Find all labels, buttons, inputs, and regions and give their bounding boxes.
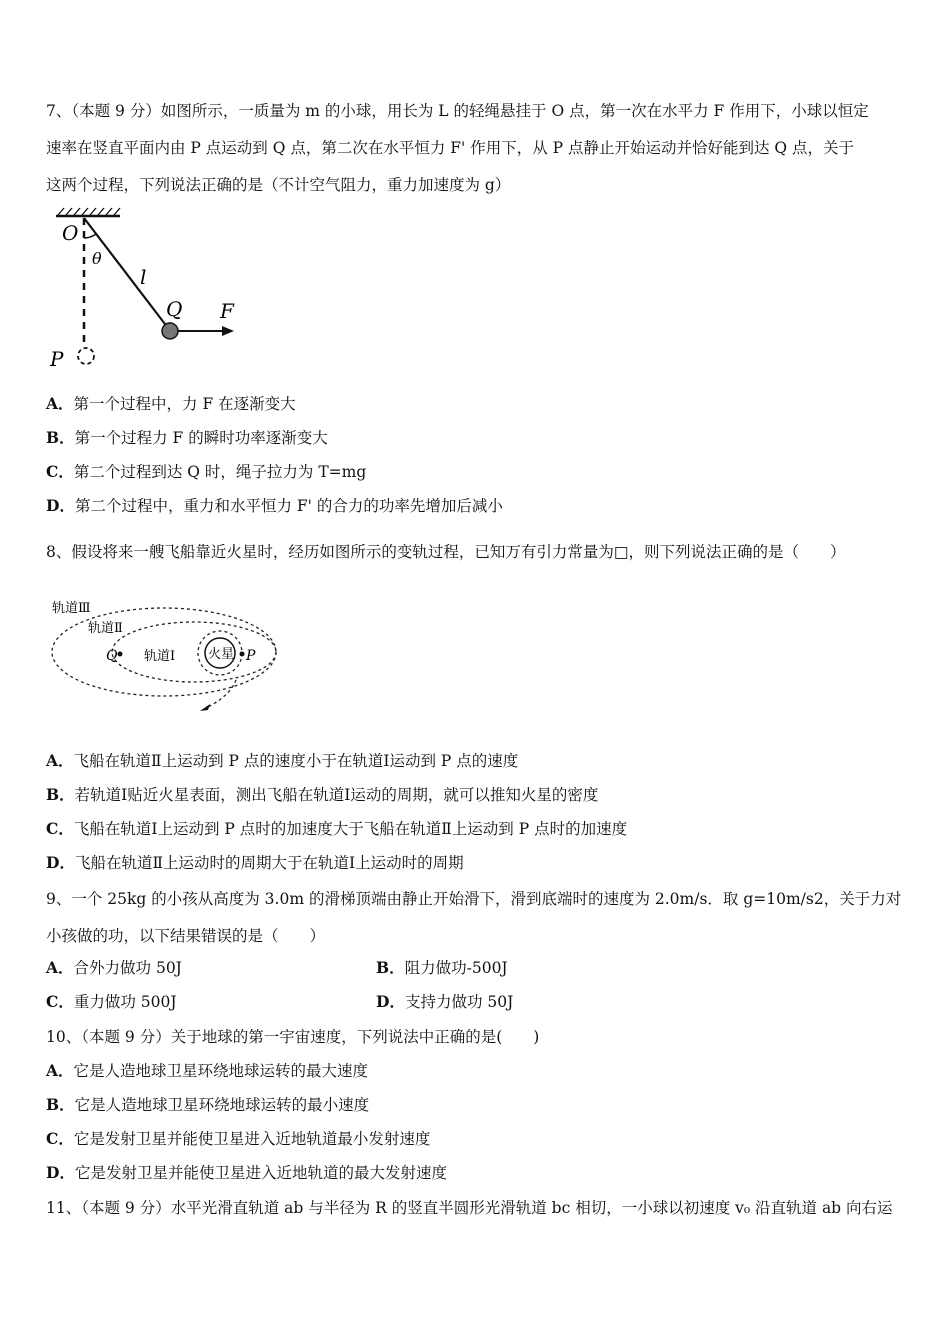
q9-option-d-text: 支持力做功 50J — [404, 993, 514, 1011]
q8-option-b-text: 若轨道Ⅰ贴近火星表面，测出飞船在轨道Ⅰ运动的周期，就可以推知火星的密度 — [74, 786, 599, 804]
q7-line-2: 速率在竖直平面内由 P 点运动到 Q 点，第二次在水平恒力 F' 作用下，从 P 点静止开始运动并恰好能到达 Q 点，关于 — [46, 139, 855, 157]
question-7 — [46, 93, 908, 204]
q10-option-b-text: 它是人造地球卫星环绕地球运转的最小速度 — [74, 1096, 370, 1114]
q10-option-c[interactable] — [46, 1122, 430, 1156]
q10-option-d[interactable] — [46, 1156, 447, 1190]
q8-option-c-text: 飞船在轨道Ⅰ上运动到 P 点时的加速度大于飞船在轨道Ⅱ上运动到 P 点时的加速度 — [73, 820, 628, 838]
q8-option-c-letter: C． — [46, 819, 74, 838]
label-P: P — [50, 347, 64, 371]
q8-option-a[interactable] — [46, 744, 518, 778]
q10-option-d-text: 它是发射卫星并能使卫星进入近地轨道的最大发射速度 — [74, 1164, 447, 1182]
q9-option-b-text: 阻力做功-500J — [404, 959, 508, 977]
question-9 — [46, 881, 908, 955]
label-l: l — [140, 265, 147, 289]
label-orbit-3: 轨道Ⅲ — [52, 601, 91, 616]
q9-option-c-text: 重力做功 500J — [73, 993, 177, 1011]
q7-option-a[interactable] — [46, 387, 296, 421]
q10-option-a-letter: A． — [46, 1061, 74, 1080]
q7-line-1: 7、（本题 9 分）如图所示，一质量为 m 的小球，用长为 L 的轻绳悬挂于 O 点，第一次在水平力 F 作用下，小球以恒定 — [46, 102, 869, 120]
q7-option-a-letter: A． — [46, 394, 74, 413]
q9-line-1: 9、一个 25kg 的小孩从高度为 3.0m 的滑梯顶端由静止开始滑下，滑到底端时的速度为 2.0m/s．取 g=10m/s2，关于力对 — [46, 890, 902, 908]
q7-option-d-text: 第二个过程中，重力和水平恒力 F' 的合力的功率先增加后减小 — [74, 497, 503, 515]
q9-option-a-text: 合外力做功 50J — [73, 959, 182, 977]
label-orbit-P: P — [246, 648, 256, 664]
label-F: F — [220, 299, 234, 323]
q10-option-b[interactable] — [46, 1088, 369, 1122]
q7-option-d[interactable] — [46, 489, 503, 523]
q8-option-a-letter: A． — [46, 751, 74, 770]
q9-option-d-letter: D． — [376, 992, 405, 1011]
label-orbit-2: 轨道Ⅱ — [88, 621, 123, 636]
q10-option-d-letter: D． — [46, 1163, 75, 1182]
question-10 — [46, 1019, 908, 1056]
q10-option-a-text: 它是人造地球卫星环绕地球运转的最大速度 — [73, 1062, 369, 1080]
label-theta: θ — [92, 249, 102, 268]
q8-option-b-letter: B． — [46, 785, 75, 804]
q9-option-c[interactable] — [46, 985, 177, 1019]
orbit-figure — [48, 592, 288, 718]
q7-option-d-letter: D． — [46, 496, 75, 515]
question-11 — [46, 1190, 908, 1227]
label-mars: 火星 — [208, 647, 235, 662]
q9-option-a-letter: A． — [46, 958, 74, 977]
q10-option-c-letter: C． — [46, 1129, 74, 1148]
q10-line-1: 10、（本题 9 分）关于地球的第一宇宙速度，下列说法中正确的是( ) — [46, 1028, 540, 1046]
q7-option-c-text: 第二个过程到达 Q 时，绳子拉力为 T=mg — [73, 463, 367, 481]
q7-option-a-text: 第一个过程中，力 F 在逐渐变大 — [73, 395, 296, 413]
q9-option-a[interactable] — [46, 951, 182, 985]
q8-option-d-letter: D． — [46, 853, 75, 872]
label-Q: Q — [166, 297, 183, 321]
q8-option-b[interactable] — [46, 778, 598, 812]
q7-option-b-letter: B． — [46, 428, 75, 447]
q8-option-a-text: 飞船在轨道Ⅱ上运动到 P 点的速度小于在轨道Ⅰ运动到 P 点的速度 — [73, 752, 519, 770]
q8-option-d-text: 飞船在轨道Ⅱ上运动时的周期大于在轨道Ⅰ上运动时的周期 — [74, 854, 464, 872]
q7-line-3: 这两个过程，下列说法正确的是（不计空气阻力，重力加速度为 g） — [46, 176, 511, 194]
q7-option-b[interactable] — [46, 421, 328, 455]
q10-option-c-text: 它是发射卫星并能使卫星进入近地轨道最小发射速度 — [73, 1130, 431, 1148]
q10-option-a[interactable] — [46, 1054, 368, 1088]
q8-option-d[interactable] — [46, 846, 464, 880]
q8-option-c[interactable] — [46, 812, 627, 846]
q7-option-b-text: 第一个过程力 F 的瞬时功率逐渐变大 — [74, 429, 328, 447]
label-orbit-Q: Q — [106, 648, 118, 664]
q8-line-1: 8、假设将来一艘飞船靠近火星时，经历如图所示的变轨过程，已知万有引力常量为□，则下列说法正确的是（ ） — [46, 543, 846, 561]
q9-option-b-letter: B． — [376, 958, 405, 977]
q11-line-1: 11、（本题 9 分）水平光滑直轨道 ab 与半径为 R 的竖直半圆形光滑轨道 bc 相切，一小球以初速度 v₀ 沿直轨道 ab 向右运 — [46, 1199, 893, 1217]
pendulum-figure — [48, 206, 248, 372]
label-O: O — [62, 221, 79, 245]
q7-option-c[interactable] — [46, 455, 366, 489]
q7-option-c-letter: C． — [46, 462, 74, 481]
q9-option-d[interactable] — [376, 985, 513, 1019]
question-8 — [46, 534, 908, 571]
q10-option-b-letter: B． — [46, 1095, 75, 1114]
q9-line-2: 小孩做的功，以下结果错误的是（ ） — [46, 927, 326, 945]
label-orbit-1: 轨道Ⅰ — [144, 649, 176, 664]
q9-option-c-letter: C． — [46, 992, 74, 1011]
q9-option-b[interactable] — [376, 951, 508, 985]
